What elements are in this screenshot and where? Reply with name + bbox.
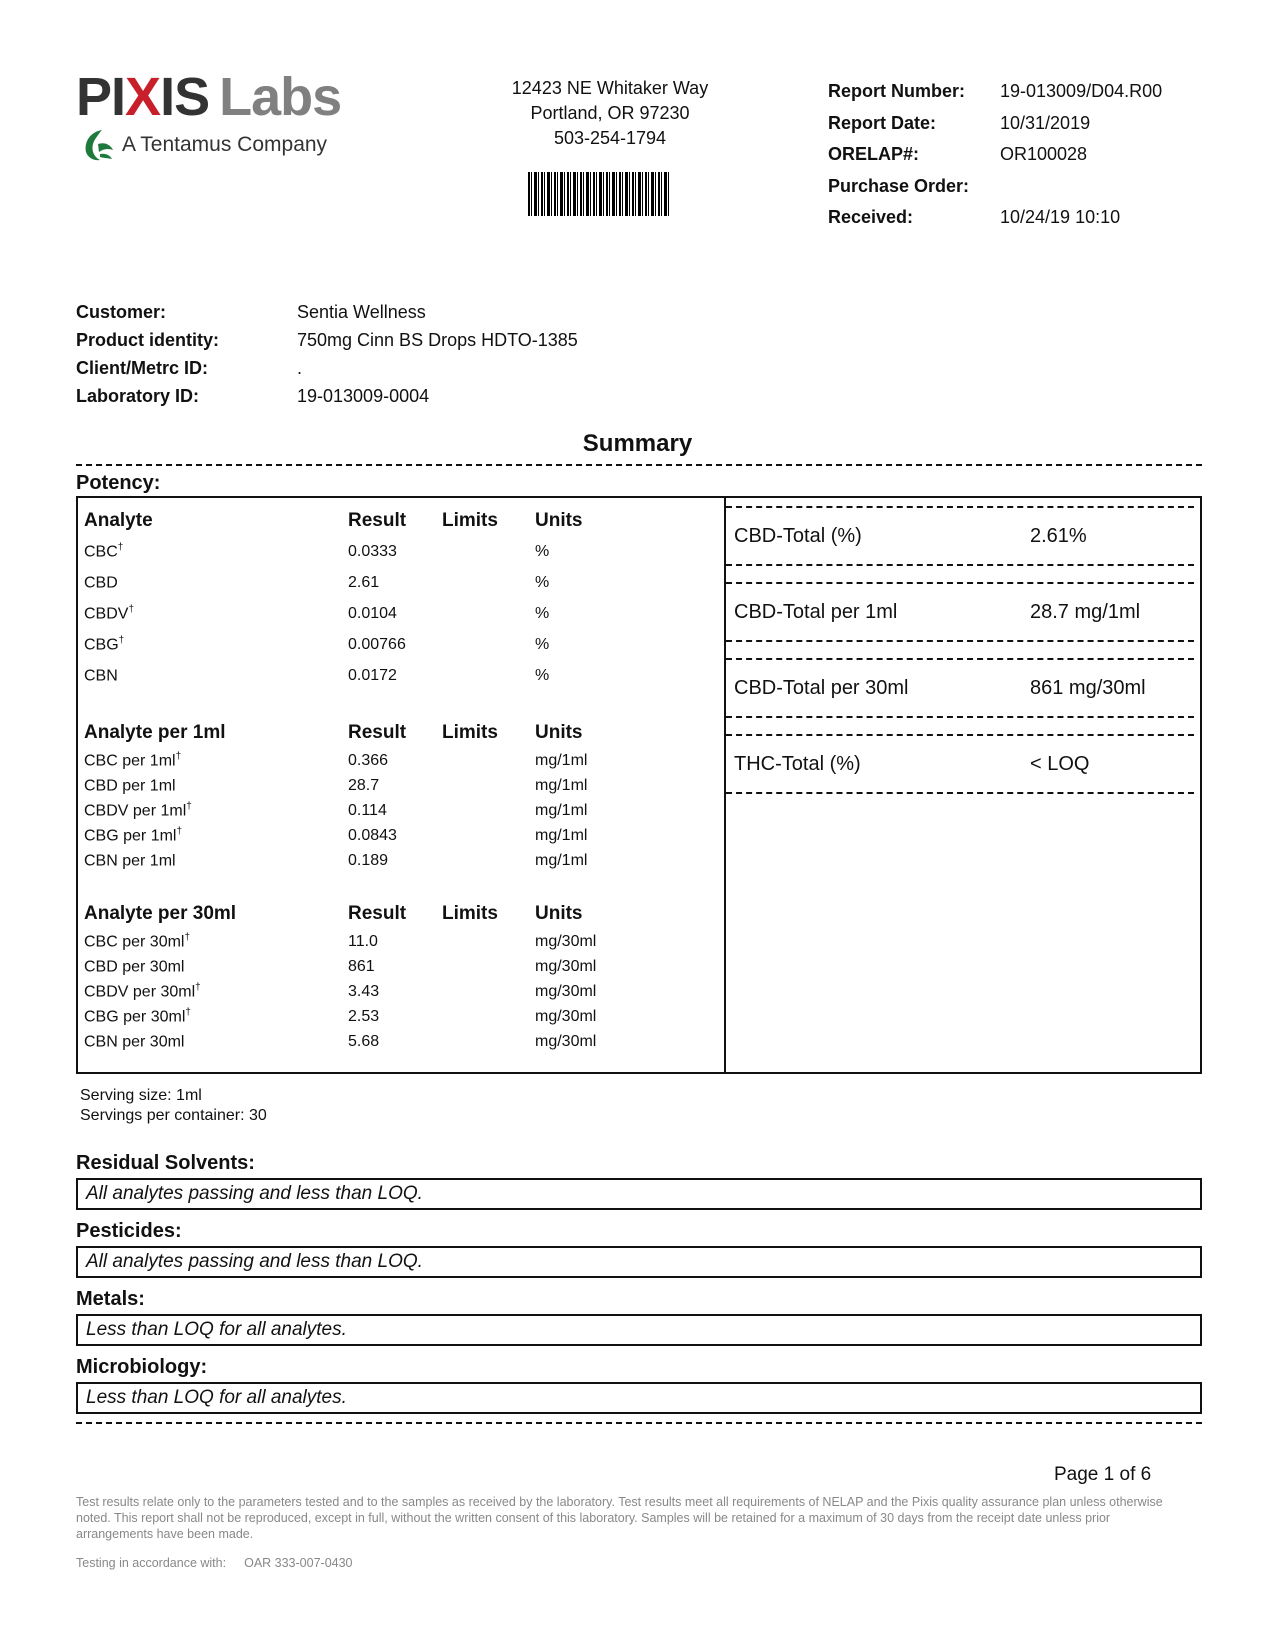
analyte-name: CBDV per 30ml bbox=[84, 983, 196, 1001]
analyte-name: CBC per 30ml bbox=[84, 933, 185, 951]
units-cell: mg/30ml bbox=[535, 932, 597, 950]
col-limits: Limits bbox=[442, 510, 498, 531]
table-row bbox=[84, 979, 644, 1004]
result-cell: 0.00766 bbox=[348, 635, 406, 653]
disclaimer-text: Test results relate only to the parameters tested and to the samples as received by the laboratory. Test results meet all requirements of NELAP and the Pixis quality assurance plan unless otherwise noted. This report shall not be reproduced, except in full, without the written consent of this laboratory. Samples will be retained for a maximum of 30 days from the receipt date unless prior arrangements have been made. bbox=[76, 1495, 1163, 1541]
col-limits: Limits bbox=[442, 903, 498, 924]
units-cell: % bbox=[535, 542, 550, 560]
result-cell: 3.43 bbox=[348, 982, 380, 1000]
total-row bbox=[726, 582, 1194, 642]
pesticides-label: Pesticides: bbox=[76, 1220, 182, 1242]
analyte-cell bbox=[84, 957, 348, 976]
result-cell: 5.68 bbox=[348, 1032, 380, 1050]
client-metrc-id: . bbox=[297, 357, 303, 378]
dagger-mark: † bbox=[175, 750, 182, 762]
dagger-mark: † bbox=[186, 800, 192, 812]
report-number: 19-013009/D04.R00 bbox=[1000, 81, 1163, 102]
dagger-mark: † bbox=[184, 931, 191, 943]
table-header bbox=[84, 506, 644, 536]
dagger-mark: † bbox=[117, 541, 124, 553]
metals-result: Less than LOQ for all analytes. bbox=[76, 1314, 1202, 1346]
address-phone: 503-254-1794 bbox=[553, 128, 667, 148]
table-row bbox=[84, 823, 644, 848]
dashed-divider bbox=[76, 464, 1202, 466]
analyte-name: CBDV bbox=[84, 605, 129, 623]
analyte-name: CBC per 1ml bbox=[84, 752, 176, 770]
total-label: CBD-Total per 1ml bbox=[734, 600, 898, 623]
info-label: Product identity: bbox=[76, 329, 219, 350]
potency-table-per-30ml bbox=[84, 899, 644, 1054]
thc-total-percent: < LOQ bbox=[1030, 752, 1090, 775]
total-label: CBD-Total (%) bbox=[734, 524, 862, 547]
units-cell: % bbox=[535, 666, 550, 684]
potency-label: Potency: bbox=[76, 472, 161, 494]
col-result: Result bbox=[348, 903, 407, 924]
table-header bbox=[84, 899, 644, 929]
logo-tagline: A Tentamus Company bbox=[122, 133, 328, 156]
barcode bbox=[528, 172, 670, 216]
info-row bbox=[76, 326, 578, 354]
address-street: 12423 NE Whitaker Way bbox=[511, 78, 709, 98]
table-row bbox=[84, 598, 644, 629]
metals-label: Metals: bbox=[76, 1288, 145, 1310]
analyte-name: CBG bbox=[84, 636, 119, 654]
units-cell: mg/1ml bbox=[535, 776, 588, 794]
result-cell: 2.53 bbox=[348, 1007, 380, 1025]
serving-info bbox=[80, 1086, 267, 1126]
analyte-name: CBC bbox=[84, 543, 118, 561]
analyte-cell bbox=[84, 635, 348, 654]
report-meta bbox=[828, 76, 1162, 234]
residual-solvents-label: Residual Solvents: bbox=[76, 1152, 255, 1174]
units-cell: mg/30ml bbox=[535, 957, 597, 975]
testing-standard bbox=[76, 1556, 353, 1570]
table-row bbox=[84, 929, 644, 954]
analyte-name: CBD bbox=[84, 574, 118, 592]
result-cell: 0.114 bbox=[348, 801, 387, 819]
dagger-mark: † bbox=[128, 603, 135, 615]
units-cell: % bbox=[535, 635, 550, 653]
orelap-number: OR100028 bbox=[1000, 144, 1088, 165]
servings-per-container: Servings per container: 30 bbox=[80, 1107, 267, 1124]
meta-label: Report Number: bbox=[828, 81, 966, 102]
analyte-cell bbox=[84, 604, 348, 623]
logo-text-pi: PI bbox=[76, 67, 126, 127]
dagger-mark: † bbox=[176, 825, 183, 837]
meta-row bbox=[828, 76, 1162, 108]
analyte-name: CBD per 30ml bbox=[84, 958, 185, 976]
table-row bbox=[84, 660, 644, 691]
result-cell: 0.0104 bbox=[348, 604, 397, 622]
analyte-cell bbox=[84, 1007, 348, 1026]
units-cell: mg/1ml bbox=[535, 851, 588, 869]
logo-text-is: IS bbox=[160, 67, 210, 127]
analyte-name: CBD per 1ml bbox=[84, 777, 176, 795]
result-cell: 28.7 bbox=[348, 776, 380, 794]
info-row bbox=[76, 298, 578, 326]
info-label: Laboratory ID: bbox=[76, 385, 200, 406]
potency-table-percent bbox=[84, 506, 644, 691]
result-cell: 0.0843 bbox=[348, 826, 397, 844]
result-cell: 11.0 bbox=[348, 932, 378, 950]
col-units: Units bbox=[535, 722, 583, 743]
meta-row bbox=[828, 139, 1162, 171]
col-result: Result bbox=[348, 722, 407, 743]
units-cell: % bbox=[535, 604, 550, 622]
analyte-name: CBN per 1ml bbox=[84, 852, 176, 870]
serving-size: Serving size: 1ml bbox=[80, 1087, 202, 1104]
meta-label: Received: bbox=[828, 207, 914, 228]
analyte-cell bbox=[84, 776, 348, 795]
analyte-cell bbox=[84, 542, 348, 561]
microbiology-label: Microbiology: bbox=[76, 1356, 208, 1378]
cbd-total-per-1ml: 28.7 mg/1ml bbox=[1030, 600, 1141, 623]
table-row bbox=[84, 773, 644, 798]
info-label: Customer: bbox=[76, 301, 167, 322]
product-identity: 750mg Cinn BS Drops HDTO-1385 bbox=[297, 329, 578, 350]
analyte-cell bbox=[84, 851, 348, 870]
col-analyte: Analyte bbox=[84, 510, 153, 531]
analyte-cell bbox=[84, 1032, 348, 1051]
dagger-mark: † bbox=[118, 634, 125, 646]
analyte-name: CBDV per 1ml bbox=[84, 802, 187, 820]
analyte-cell bbox=[84, 982, 348, 1001]
total-row bbox=[726, 658, 1194, 718]
table-row bbox=[84, 536, 644, 567]
meta-row bbox=[828, 202, 1162, 234]
analyte-name: CBG per 30ml bbox=[84, 1008, 186, 1026]
meta-label: Purchase Order: bbox=[828, 175, 970, 196]
col-limits: Limits bbox=[442, 722, 498, 743]
tentamus-leaf-icon bbox=[82, 128, 116, 162]
testing-label: Testing in accordance with: bbox=[76, 1556, 227, 1570]
received-date: 10/24/19 10:10 bbox=[1000, 207, 1121, 228]
meta-label: ORELAP#: bbox=[828, 144, 920, 165]
dashed-divider bbox=[76, 1422, 1202, 1424]
result-cell: 2.61 bbox=[348, 573, 380, 591]
page-number: Page 1 of 6 bbox=[1054, 1464, 1152, 1485]
analyte-name: CBN per 30ml bbox=[84, 1033, 185, 1051]
cbd-total-per-30ml: 861 mg/30ml bbox=[1030, 676, 1146, 699]
total-label: THC-Total (%) bbox=[734, 752, 861, 775]
info-row bbox=[76, 382, 578, 410]
table-row bbox=[84, 954, 644, 979]
analyte-cell bbox=[84, 573, 348, 592]
address-city: Portland, OR 97230 bbox=[530, 103, 690, 123]
units-cell: % bbox=[535, 573, 550, 591]
analyte-cell bbox=[84, 932, 348, 951]
microbiology-result: Less than LOQ for all analytes. bbox=[76, 1382, 1202, 1414]
result-cell: 0.0333 bbox=[348, 542, 397, 560]
info-row bbox=[76, 354, 578, 382]
units-cell: mg/1ml bbox=[535, 801, 588, 819]
analyte-name: CBG per 1ml bbox=[84, 827, 177, 845]
table-row bbox=[84, 748, 644, 773]
result-cell: 0.366 bbox=[348, 751, 389, 769]
analyte-cell bbox=[84, 826, 348, 845]
laboratory-id: 19-013009-0004 bbox=[297, 385, 430, 406]
logo-text-labs: Labs bbox=[219, 67, 342, 127]
analyte-cell bbox=[84, 801, 348, 820]
table-row bbox=[84, 798, 644, 823]
col-analyte: Analyte per 30ml bbox=[84, 903, 237, 924]
meta-row bbox=[828, 108, 1162, 140]
logo-tagline-row bbox=[82, 128, 341, 162]
table-row bbox=[84, 1029, 644, 1054]
sample-info bbox=[76, 298, 578, 410]
table-row bbox=[84, 1004, 644, 1029]
company-logo bbox=[76, 67, 342, 162]
units-cell: mg/30ml bbox=[535, 1032, 597, 1050]
units-cell: mg/30ml bbox=[535, 982, 597, 1000]
testing-value: OAR 333-007-0430 bbox=[244, 1556, 353, 1570]
logo-text-x: X bbox=[125, 67, 161, 127]
logo-wordmark bbox=[76, 67, 342, 127]
table-row bbox=[84, 848, 644, 873]
report-date: 10/31/2019 bbox=[1000, 112, 1091, 133]
summary-heading: Summary bbox=[582, 430, 693, 457]
total-row bbox=[726, 506, 1194, 566]
result-cell: 861 bbox=[348, 957, 375, 975]
table-row bbox=[84, 567, 644, 598]
customer-name: Sentia Wellness bbox=[297, 301, 426, 322]
result-cell: 0.189 bbox=[348, 851, 389, 869]
total-row bbox=[726, 734, 1194, 794]
meta-label: Report Date: bbox=[828, 112, 937, 133]
units-cell: mg/30ml bbox=[535, 1007, 597, 1025]
col-analyte: Analyte per 1ml bbox=[84, 722, 226, 743]
dagger-mark: † bbox=[195, 981, 201, 993]
lab-address bbox=[480, 76, 740, 151]
analyte-name: CBN bbox=[84, 667, 118, 685]
col-units: Units bbox=[535, 903, 583, 924]
residual-solvents-result: All analytes passing and less than LOQ. bbox=[76, 1178, 1202, 1210]
units-cell: mg/1ml bbox=[535, 751, 588, 769]
total-label: CBD-Total per 30ml bbox=[734, 676, 909, 699]
pesticides-result: All analytes passing and less than LOQ. bbox=[76, 1246, 1202, 1278]
analyte-cell bbox=[84, 751, 348, 770]
units-cell: mg/1ml bbox=[535, 826, 588, 844]
meta-row bbox=[828, 171, 1162, 203]
analyte-cell bbox=[84, 666, 348, 685]
cbd-total-percent: 2.61% bbox=[1030, 524, 1087, 547]
potency-totals bbox=[726, 506, 1194, 810]
table-header bbox=[84, 718, 644, 748]
table-row bbox=[84, 629, 644, 660]
info-label: Client/Metrc ID: bbox=[76, 357, 209, 378]
col-result: Result bbox=[348, 510, 407, 531]
potency-table-per-1ml bbox=[84, 718, 644, 873]
result-cell: 0.0172 bbox=[348, 666, 397, 684]
col-units: Units bbox=[535, 510, 583, 531]
dagger-mark: † bbox=[185, 1006, 191, 1018]
